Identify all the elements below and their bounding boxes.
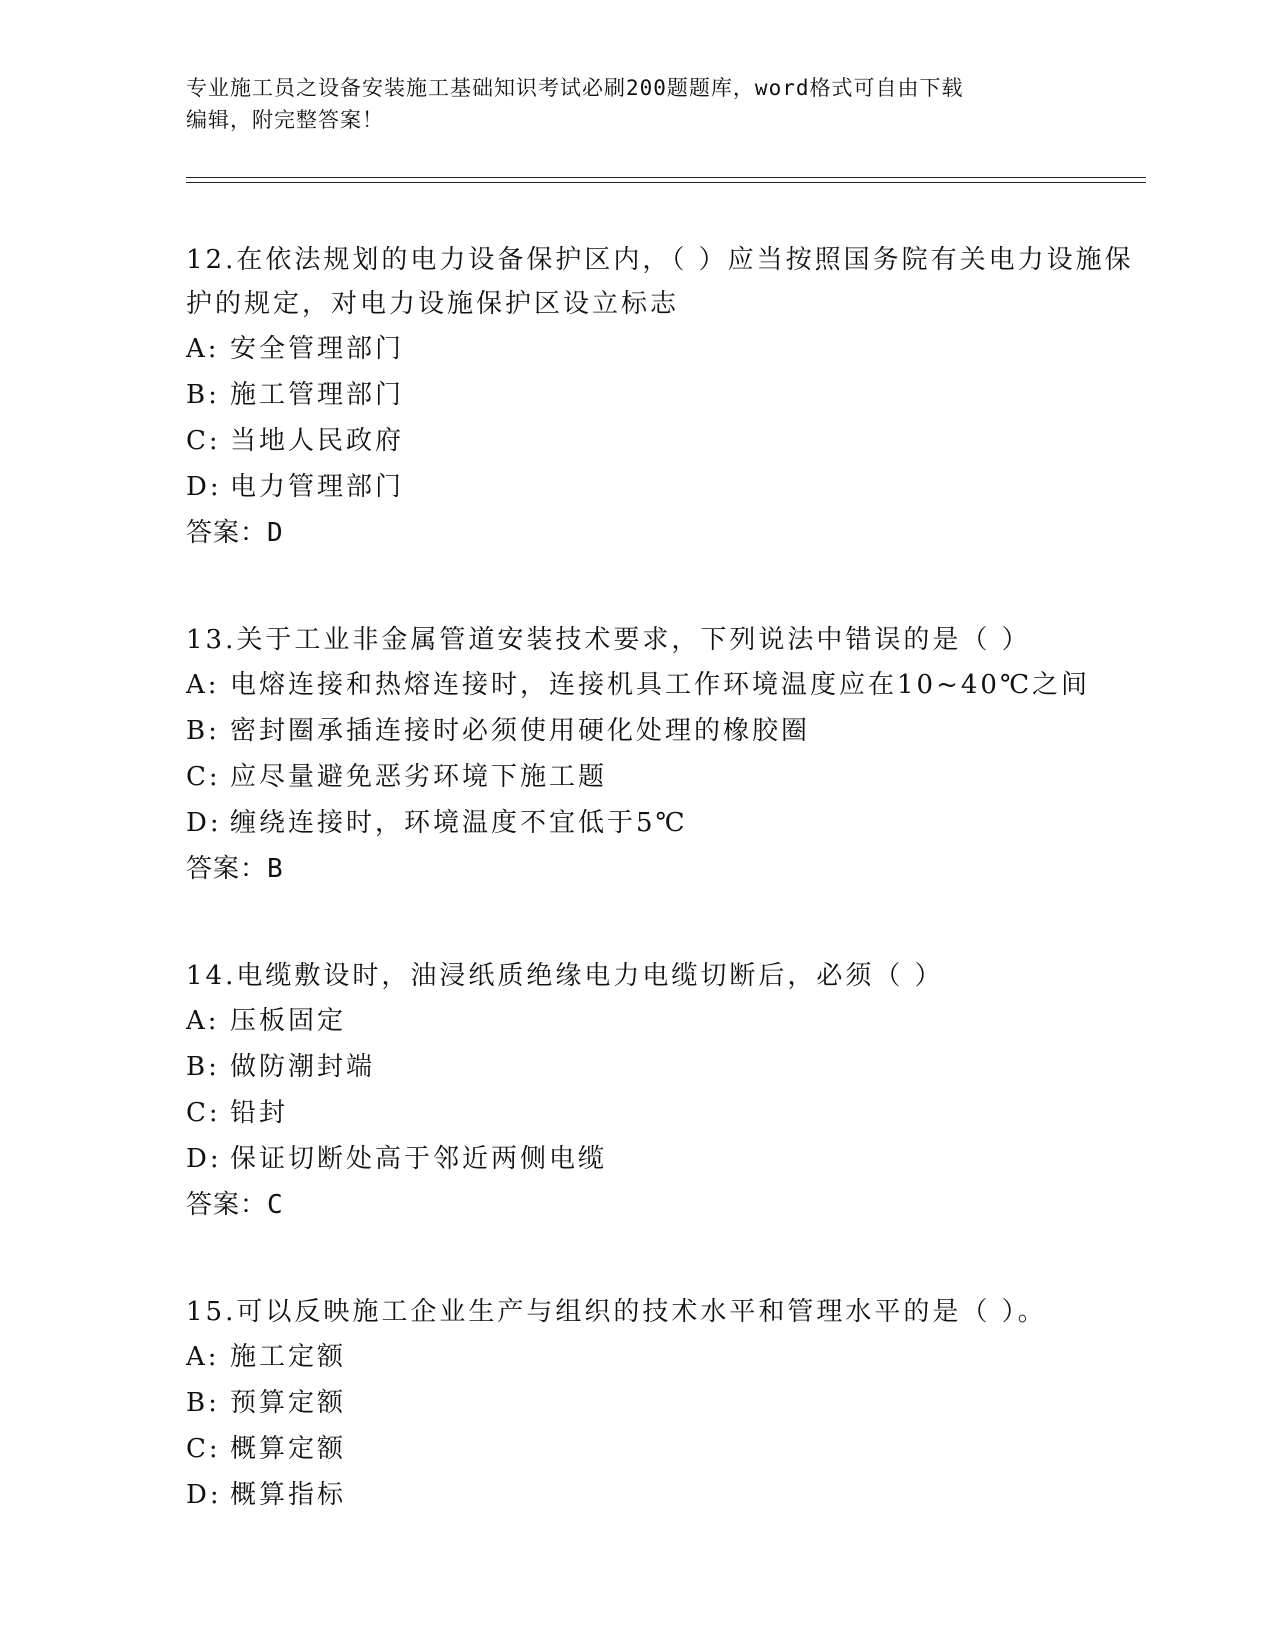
option-text: 施工定额 — [230, 1342, 347, 1372]
option-text: 电力管理部门 — [230, 472, 405, 502]
option-text: 做防潮封端 — [230, 1052, 376, 1082]
header-divider-top — [186, 177, 1146, 178]
option-text: 电熔连接和热熔连接时，连接机具工作环境温度应在10~40℃之间 — [230, 670, 1091, 700]
option-letter: B: — [186, 1052, 220, 1082]
option-text: 施工管理部门 — [230, 380, 405, 410]
option-letter: B: — [186, 716, 220, 746]
option-letter: D: — [186, 808, 222, 838]
option-c — [186, 1090, 1146, 1136]
option-letter: B: — [186, 380, 220, 410]
option-a — [186, 326, 1146, 372]
option-d — [186, 464, 1146, 510]
option-text: 压板固定 — [230, 1006, 347, 1036]
answer-label: 答案：C — [186, 1190, 284, 1220]
question-text: 12.在依法规划的电力设备保护区内，（ ）应当按照国务院有关电力设施保护的规定，对电力设施保护区设立标志 — [186, 245, 1134, 319]
question-text: 13.关于工业非金属管道安装技术要求，下列说法中错误的是（ ） — [186, 625, 1031, 655]
option-text: 密封圈承插连接时必须使用硬化处理的橡胶圈 — [230, 716, 811, 746]
option-letter: C: — [186, 1434, 221, 1464]
option-b — [186, 708, 1146, 754]
option-letter: A: — [186, 334, 220, 364]
option-text: 保证切断处高于邻近两侧电缆 — [230, 1144, 608, 1174]
option-b — [186, 372, 1146, 418]
question-15 — [186, 1290, 1146, 1518]
option-letter: C: — [186, 426, 221, 456]
option-c — [186, 754, 1146, 800]
header-title-line1: 专业施工员之设备安装施工基础知识考试必刷200题题库，word格式可自由下载 — [186, 76, 964, 100]
option-letter: A: — [186, 670, 220, 700]
question-12 — [186, 238, 1146, 556]
question-text: 14.电缆敷设时，油浸纸质绝缘电力电缆切断后，必须（ ） — [186, 961, 944, 991]
header-title-line2: 编辑，附完整答案！ — [186, 108, 384, 132]
option-d — [186, 1472, 1146, 1518]
answer-label: 答案：B — [186, 854, 284, 884]
option-b — [186, 1380, 1146, 1426]
option-c — [186, 418, 1146, 464]
option-letter: B: — [186, 1388, 220, 1418]
option-letter: D: — [186, 1144, 222, 1174]
option-d — [186, 800, 1146, 846]
option-text: 缠绕连接时，环境温度不宜低于5℃ — [230, 808, 688, 838]
option-text: 应尽量避免恶劣环境下施工题 — [230, 762, 608, 792]
header-divider-bottom — [186, 182, 1146, 183]
option-text: 概算指标 — [230, 1480, 347, 1510]
option-a — [186, 998, 1146, 1044]
option-text: 铅封 — [230, 1098, 289, 1128]
option-text: 当地人民政府 — [230, 426, 405, 456]
option-a — [186, 662, 1146, 708]
option-letter: A: — [186, 1342, 220, 1372]
option-letter: D: — [186, 1480, 222, 1510]
option-c — [186, 1426, 1146, 1472]
option-text: 预算定额 — [230, 1388, 347, 1418]
option-text: 概算定额 — [230, 1434, 347, 1464]
question-13 — [186, 618, 1146, 892]
question-text: 15.可以反映施工企业生产与组织的技术水平和管理水平的是（ ）。 — [186, 1297, 1047, 1327]
option-text: 安全管理部门 — [230, 334, 405, 364]
option-letter: C: — [186, 762, 221, 792]
option-b — [186, 1044, 1146, 1090]
option-letter: A: — [186, 1006, 220, 1036]
document-header — [186, 72, 1086, 136]
option-letter: C: — [186, 1098, 221, 1128]
option-letter: D: — [186, 472, 222, 502]
option-d — [186, 1136, 1146, 1182]
answer-label: 答案：D — [186, 518, 284, 548]
question-list — [186, 238, 1146, 1580]
question-14 — [186, 954, 1146, 1228]
option-a — [186, 1334, 1146, 1380]
